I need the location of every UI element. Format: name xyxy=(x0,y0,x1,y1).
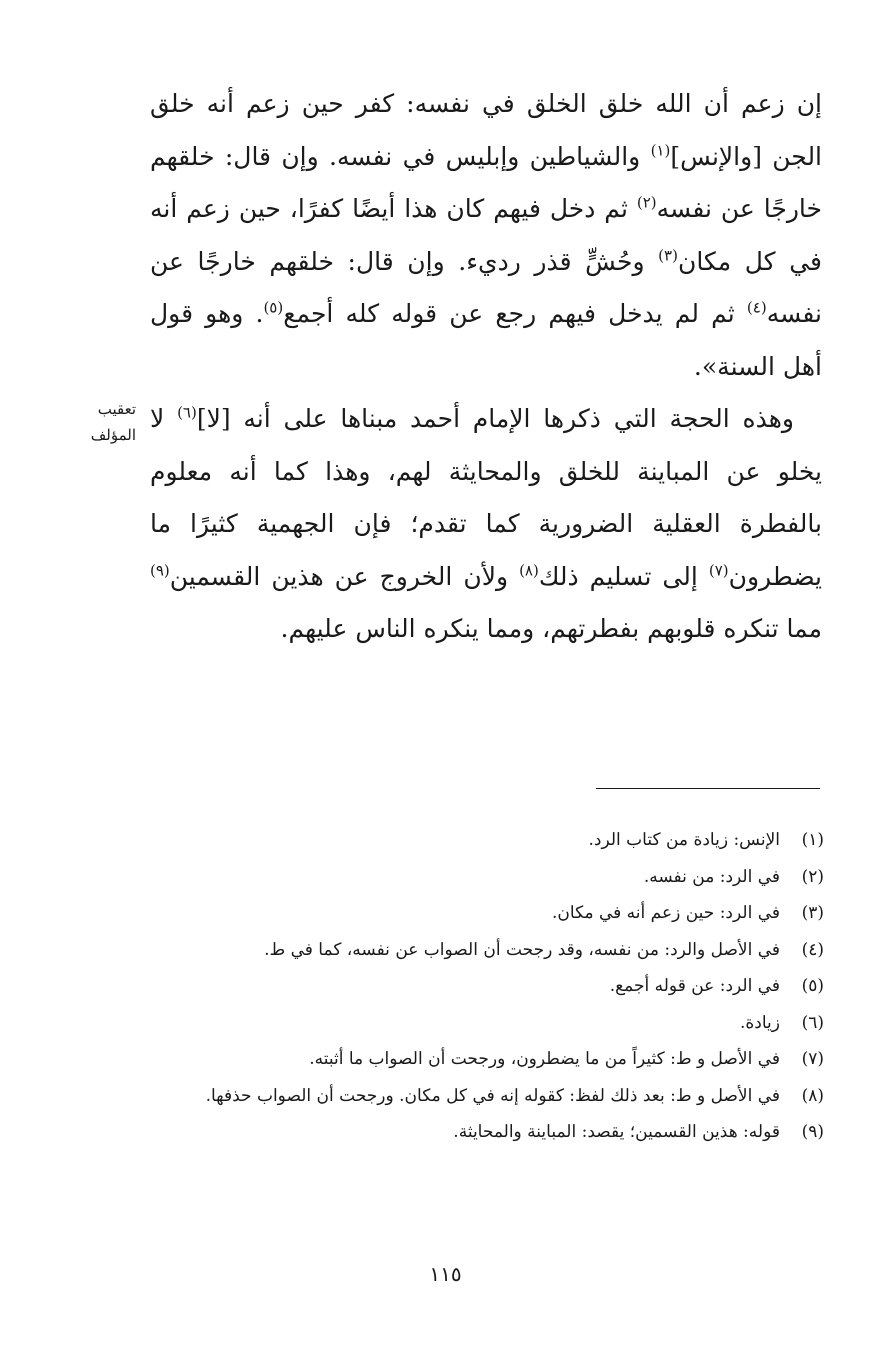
text-run: ثم دخل فيهم كان هذا أيضًا كفرًا، حين زعم أنه في كل مكان xyxy=(150,194,822,276)
footnote-number: (٣) xyxy=(801,903,824,923)
margin-note-subtitle: المؤلف xyxy=(90,426,136,444)
footnote-ref-4[interactable]: (٤) xyxy=(746,298,767,317)
text-run: إن زعم أن الله خلق الخلق في نفسه: كفر حين زعم أنه خلق الجن [والإنس] xyxy=(150,89,823,171)
footnote-item xyxy=(148,1078,824,1115)
footnote-item xyxy=(148,859,824,896)
footnote-ref-6[interactable]: (٦) xyxy=(177,403,197,422)
footnote-item xyxy=(148,822,824,859)
footnote-number: (٤) xyxy=(801,939,824,960)
footnote-ref-2[interactable]: (٢) xyxy=(636,193,657,212)
footnote-number: (٦) xyxy=(801,1012,824,1033)
footnote-number: (٥) xyxy=(801,976,824,996)
footnote-item xyxy=(148,932,824,969)
paragraph-2 xyxy=(150,393,822,656)
footnotes-list xyxy=(148,822,824,1151)
text-run: إلى تسليم ذلك xyxy=(538,561,709,591)
footnote-item xyxy=(148,895,824,932)
footnote-ref-9[interactable]: (٩) xyxy=(150,561,170,580)
footnote-text: في الرد: عن قوله أجمع. xyxy=(609,976,780,996)
text-run: . وهو قول أهل السنة». xyxy=(150,299,822,381)
text-run: ولأن الخروج عن هذين القسمين xyxy=(169,561,520,591)
footnote-number: (٩) xyxy=(801,1122,824,1142)
text-run: وحُشٍّ قذر رديء. وإن قال: خلقهم خارجًا عن نفسه xyxy=(150,246,822,328)
margin-note xyxy=(44,396,136,448)
footnote-ref-1[interactable]: (١) xyxy=(650,141,671,160)
page-number: ١١٥ xyxy=(429,1262,462,1286)
footnote-item xyxy=(148,1114,824,1151)
footnote-number: (٢) xyxy=(801,866,824,887)
footnote-text: زيادة. xyxy=(739,1012,780,1033)
paragraph-1 xyxy=(150,78,822,393)
footnote-item xyxy=(148,968,824,1005)
main-text xyxy=(150,78,822,656)
footnote-ref-8[interactable]: (٨) xyxy=(519,561,539,580)
footnote-text: في الأصل والرد: من نفسه، وقد رجحت أن الصواب عن نفسه، كما في ط. xyxy=(264,939,780,960)
footnote-text: الإنس: زيادة من كتاب الرد. xyxy=(588,830,780,850)
footnote-number: (٧) xyxy=(801,1049,824,1069)
text-run: والشياطين وإبليس في نفسه. وإن قال: خلقهم خارجًا عن نفسه xyxy=(150,141,822,223)
text-run: ثم لم يدخل فيهم رجع عن قوله كله أجمع xyxy=(283,299,747,328)
footnote-ref-3[interactable]: (٣) xyxy=(658,246,678,265)
footnote-text: في الرد: حين زعم أنه في مكان. xyxy=(552,903,780,923)
footnote-text: في الأصل و ط: كثيراً من ما يضطرون، ورجحت أن الصواب ما أثبته. xyxy=(309,1049,780,1069)
footnote-number: (٨) xyxy=(801,1085,824,1106)
footnote-text: قوله: هذين القسمين؛ يقصد: المباينة والمحايثة. xyxy=(453,1122,780,1142)
footnote-text: في الأصل و ط: بعد ذلك لفظ: كقوله إنه في كل مكان. ورجحت أن الصواب حذفها. xyxy=(205,1085,780,1106)
text-run: وهذه الحجة التي ذكرها الإمام أحمد مبناها على أنه [لا] xyxy=(196,404,794,433)
footnote-item xyxy=(148,1005,824,1042)
footnote-separator xyxy=(596,788,820,789)
footnote-ref-5[interactable]: (٥) xyxy=(263,298,284,317)
footnote-ref-7[interactable]: (٧) xyxy=(708,561,729,580)
margin-note-title: تعقيب xyxy=(97,400,136,418)
text-run: لا يخلو عن المباينة للخلق والمحايثة لهم، وهذا كما أنه معلوم بالفطرة العقلية الضرورية كما تقدم؛ فإن الجهمية كثيرًا ما يضطرون xyxy=(150,404,822,591)
text-run: مما تنكره قلوبهم بفطرتهم، ومما ينكره الناس عليهم. xyxy=(280,614,822,643)
footnote-item xyxy=(148,1041,824,1078)
footnote-number: (١) xyxy=(801,830,824,850)
footnote-text: في الرد: من نفسه. xyxy=(643,866,780,887)
